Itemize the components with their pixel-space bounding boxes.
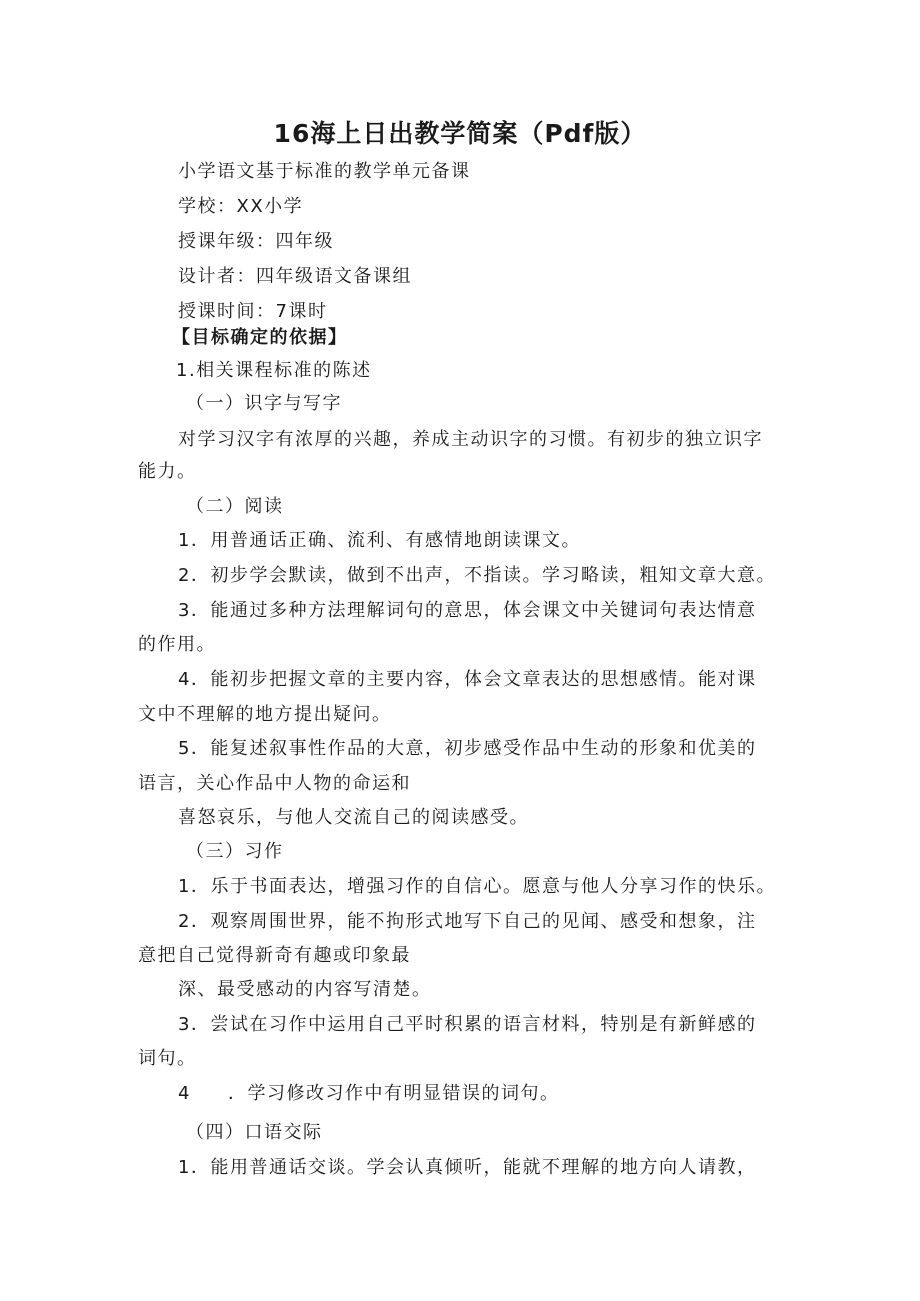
designer-line: 设计者：四年级语文备课组: [178, 266, 412, 287]
reading-item5-line3: 喜怒哀乐，与他人交流自己的阅读感受。: [178, 807, 529, 828]
writing-heading: （三）习作: [186, 841, 284, 862]
reading-item1: 1．用普通话正确、流利、有感情地朗读课文。: [178, 530, 581, 551]
reading-heading: （二）阅读: [186, 496, 284, 517]
subtitle: 小学语文基于标准的教学单元备课: [178, 161, 471, 182]
hours-line: 授课时间：7课时: [178, 301, 328, 322]
reading-item5-line1: 5．能复述叙事性作品的大意，初步感受作品中生动的形象和优美的: [178, 738, 757, 759]
basis-heading: 【目标确定的依据】: [172, 327, 348, 348]
oral-item1: 1．能用普通话交谈。学会认真倾听，能就不理解的地方向人请教，: [178, 1157, 757, 1178]
writing-item2-line3: 深、最受感动的内容写清楚。: [178, 979, 432, 1000]
writing-item3-line2: 词句。: [138, 1048, 197, 1069]
reading-item2: 2．初步学会默读，做到不出声，不指读。学习略读，粗知文章大意。: [178, 565, 776, 586]
reading-item3-line1: 3．能通过多种方法理解词句的意思，体会课文中关键词句表达情意: [178, 600, 757, 621]
reading-item4-line1: 4．能初步把握文章的主要内容，体会文章表达的思想感情。能对课: [178, 669, 757, 690]
school-line: 学校：XX小学: [178, 196, 304, 217]
writing-item1: 1．乐于书面表达，增强习作的自信心。愿意与他人分享习作的快乐。: [178, 876, 776, 897]
reading-item3-line2: 的作用。: [138, 634, 216, 655]
literacy-text-line2: 能力。: [138, 461, 197, 482]
grade-line: 授课年级：四年级: [178, 231, 334, 252]
writing-item4-text: ．学习修改习作中有明显错误的词句。: [228, 1083, 560, 1104]
literacy-heading: （一）识字与写字: [186, 393, 342, 414]
literacy-text-line1: 对学习汉字有浓厚的兴趣，养成主动识字的习惯。有初步的独立识字: [178, 429, 763, 450]
standards-heading: 1.相关课程标准的陈述: [176, 360, 372, 381]
writing-item2-line1: 2．观察周围世界，能不拘形式地写下自己的见闻、感受和想象，注: [178, 911, 757, 932]
reading-item5-line2: 语言，关心作品中人物的命运和: [138, 773, 411, 794]
reading-item4-line2: 文中不理解的地方提出疑问。: [138, 704, 392, 725]
oral-heading: （四）口语交际: [186, 1122, 323, 1143]
writing-item4-number: 4: [178, 1083, 191, 1104]
writing-item2-line2: 意把自己觉得新奇有趣或印象最: [138, 945, 411, 966]
document-title: 16海上日出教学简案（Pdf版）: [273, 119, 647, 148]
writing-item3-line1: 3．尝试在习作中运用自己平时积累的语言材料，特别是有新鲜感的: [178, 1014, 757, 1035]
